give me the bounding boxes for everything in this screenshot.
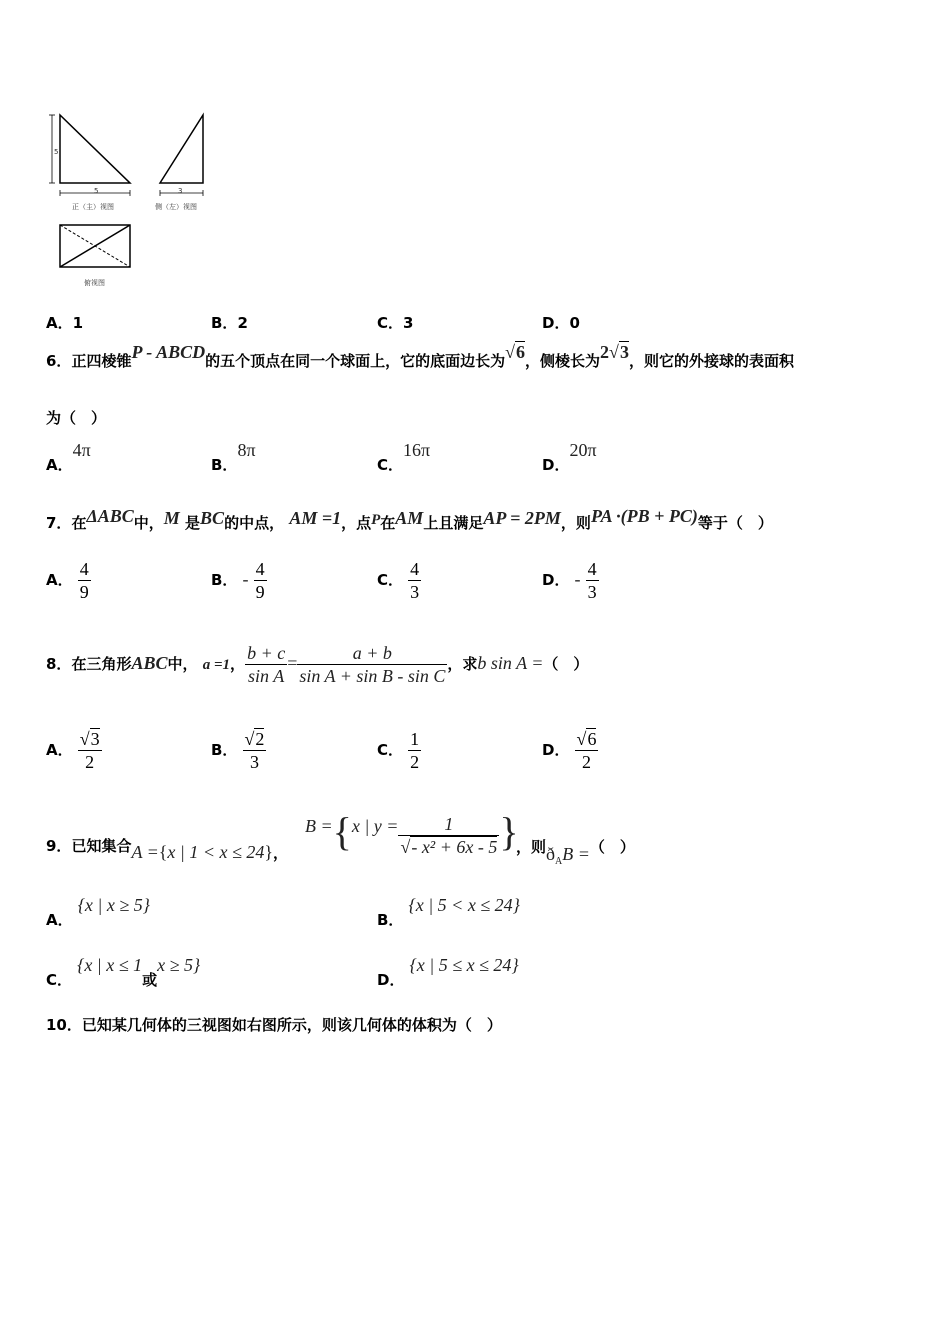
q5-option-b[interactable]: B．2 (211, 314, 248, 332)
q8-option-c[interactable]: C． $\frac{1}{2}$ (377, 729, 420, 772)
q5-option-a[interactable]: A．1 (46, 314, 84, 332)
q7-stem: 7．在ΔABC中，M 是BC的中点， AM =1，点P在AM上且满足AP = 2PM，则PA ·(PB + PC)等于（ ） (46, 506, 773, 532)
dim-side-width: 3 (178, 187, 183, 195)
q7-option-c[interactable]: C． $\frac{4}{3}$ (377, 559, 420, 602)
q9-option-d[interactable]: D． {x | 5 ≤ x ≤ 24} (377, 955, 519, 989)
q8-option-d[interactable]: D． $\frac{√6}{2}$ (542, 729, 597, 772)
q6-stem: 6．正四棱锥P - ABCD的五个顶点在同一个球面上，它的底面边长为√6，侧棱长为2√3，则它的外接球的表面积 (46, 342, 794, 370)
q5-option-d[interactable]: D．0 (542, 314, 580, 332)
q8-option-a[interactable]: A． $\frac{√3}{2}$ (46, 729, 100, 772)
q9-option-b[interactable]: B． {x | 5 < x ≤ 24} (377, 895, 520, 929)
q8-option-b[interactable]: B． $\frac{√2}{3}$ (211, 729, 265, 772)
front-view-label: 正（主）视图 (72, 203, 114, 211)
q6-option-a[interactable]: A．4π (46, 440, 91, 474)
q6-stem-line2: 为（ ） (46, 409, 107, 427)
side-view-label: 侧（左）视图 (155, 203, 197, 211)
q6-option-b[interactable]: B．8π (211, 440, 256, 474)
q9-option-c[interactable]: C． {x | x ≤ 1或x ≥ 5} (46, 955, 201, 989)
q9-stem: 9．已知集合A ={x | 1 < x ≤ 24}， (46, 837, 289, 862)
q9-stem-end: ，则$ð_AB$ =（ ） (516, 838, 635, 867)
q9-option-a[interactable]: A． {x | x ≥ 5} (46, 895, 150, 929)
dim-height: 5 (54, 148, 59, 156)
dim-front-width: 5 (94, 187, 99, 195)
q6-option-c[interactable]: C．16π (377, 440, 431, 474)
q7-option-b[interactable]: B． - $\frac{4}{9}$ (211, 559, 265, 602)
q8-stem: 8．在三角形ABC中， a =1， $\frac{b + c}{\text{sin A}}$ = $\frac{a + b}{\text{sin A + sin B - sin C}}$ ，求b sin A =（ ） (46, 643, 589, 686)
q6-option-d[interactable]: D．20π (542, 440, 597, 474)
q9-set-b: B ={x | y = $\frac{1}{\text{√- x² + 6x - 5}}$ } (305, 809, 519, 857)
side-view (160, 115, 203, 183)
top-view-label: 俯视图 (84, 279, 105, 287)
q10-stem: 10．已知某几何体的三视图如右图所示，则该几何体的体积为（ ） (46, 1016, 502, 1034)
front-view (60, 115, 130, 183)
q7-option-d[interactable]: D． - $\frac{4}{3}$ (542, 559, 597, 602)
three-view-figure (40, 105, 220, 290)
q5-option-c[interactable]: C．3 (377, 314, 414, 332)
q7-option-a[interactable]: A． $\frac{4}{9}$ (46, 559, 89, 602)
